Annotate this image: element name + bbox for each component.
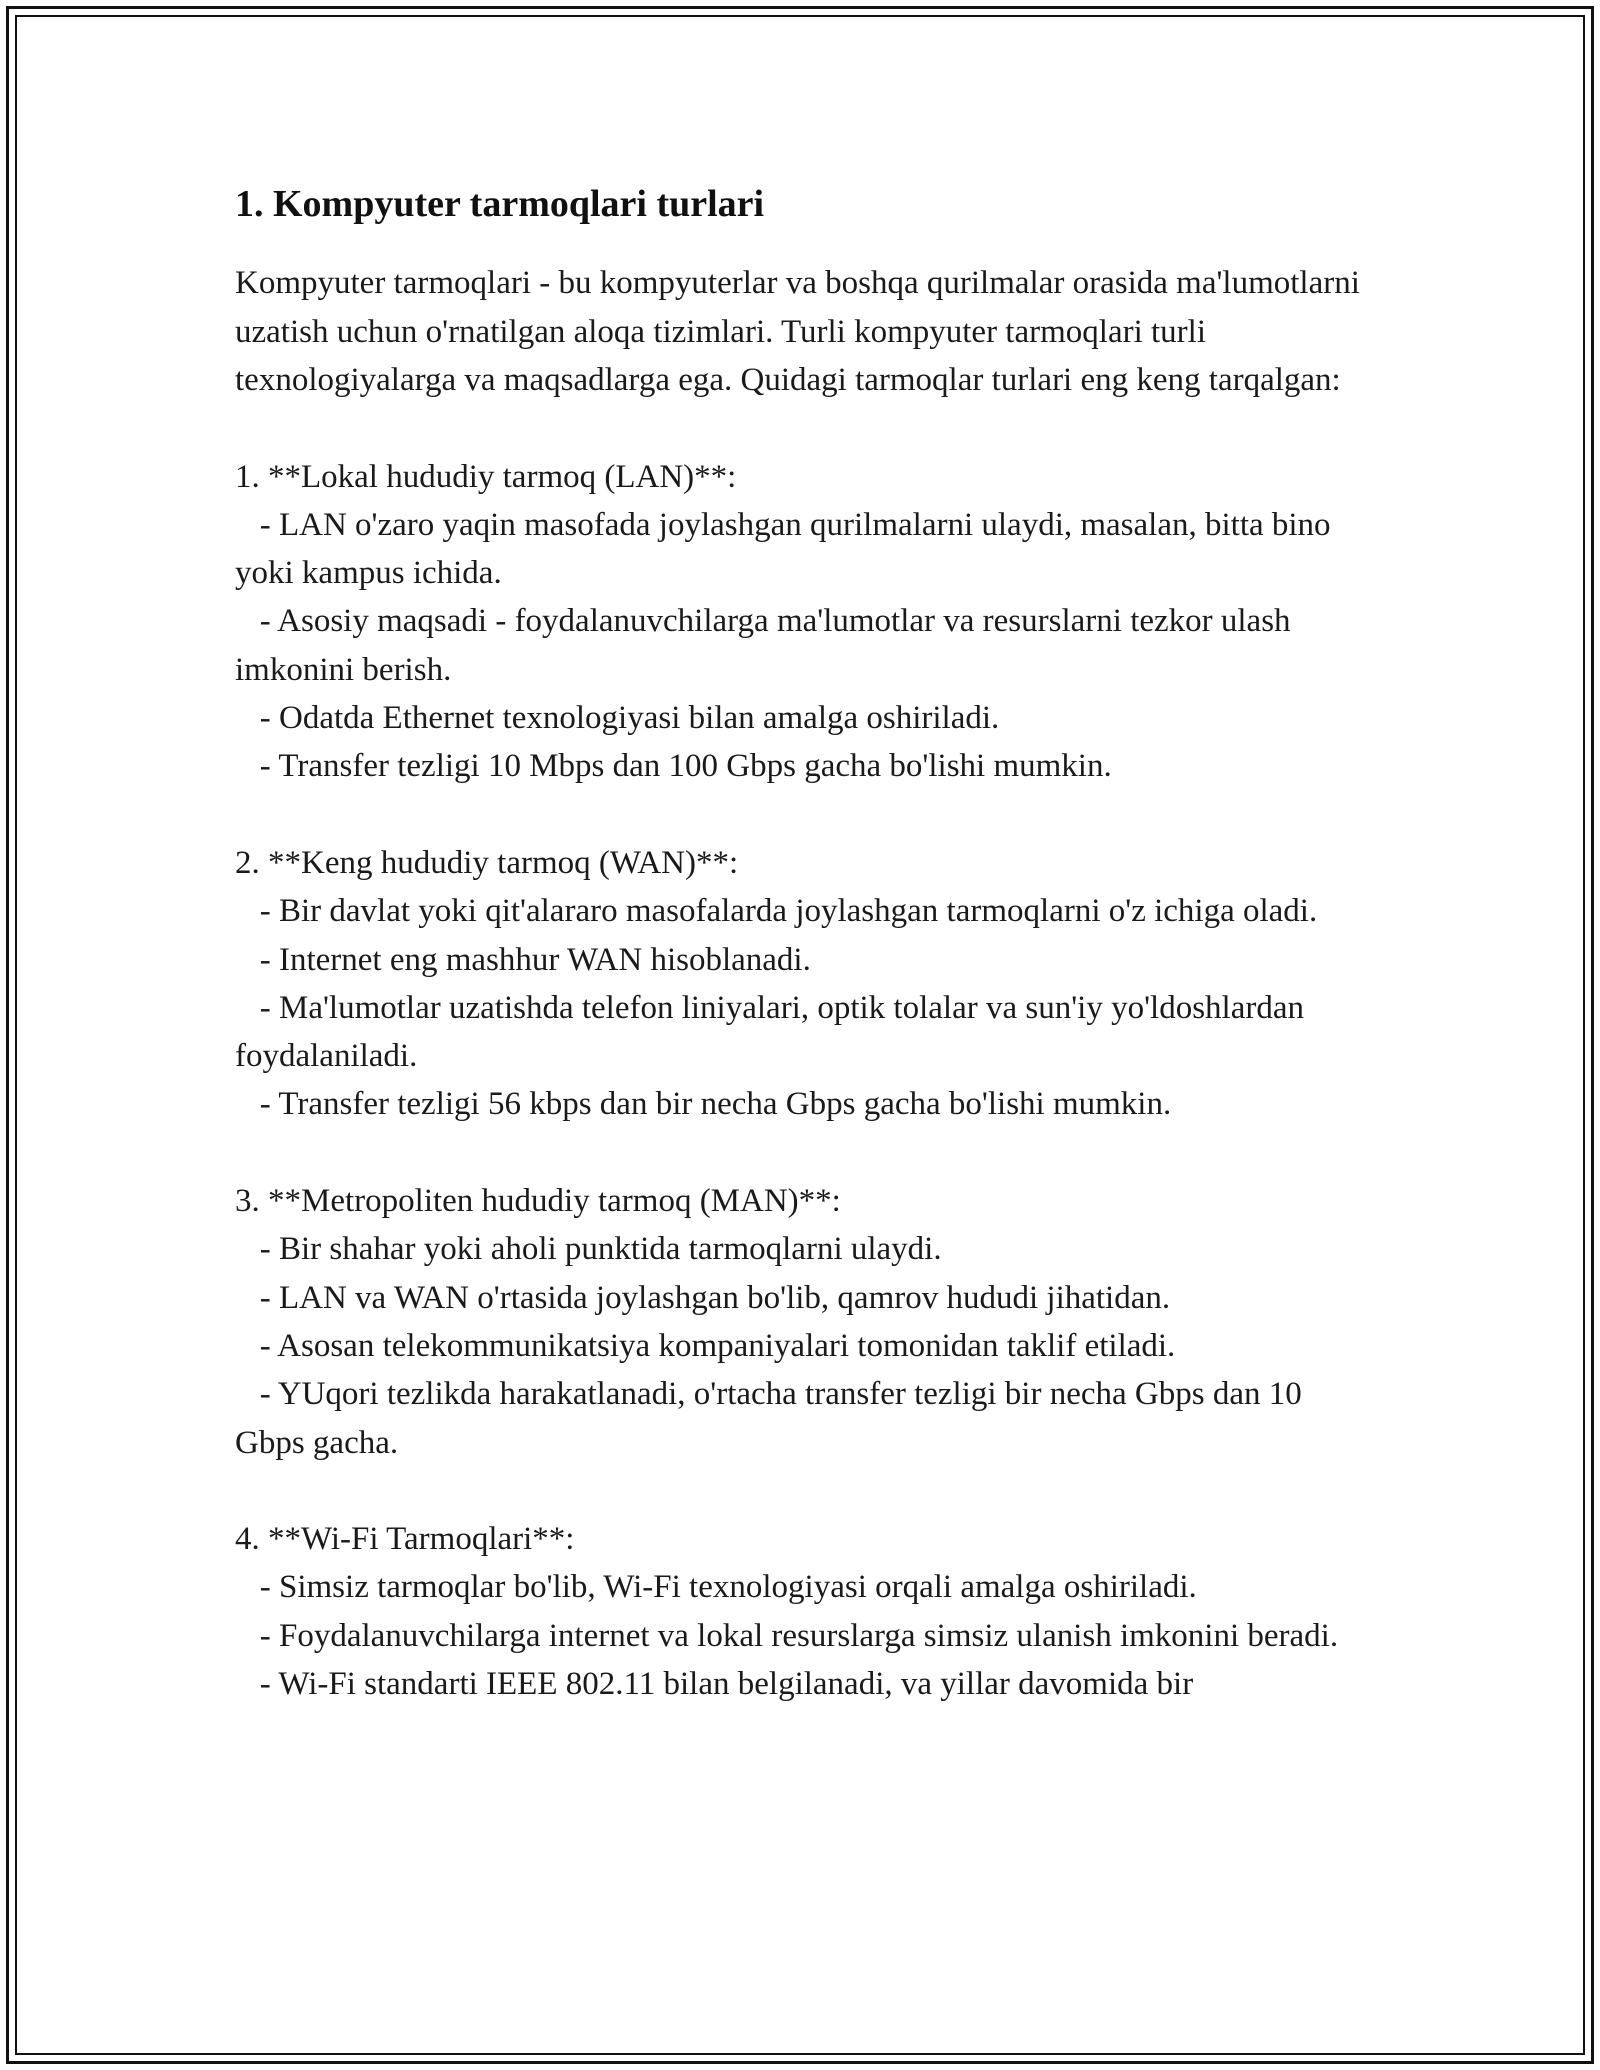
section-heading: 3. **Metropoliten hududiy tarmoq (MAN)**: <box>235 1183 841 1220</box>
list-item: - Ma'lumotlar uzatishda telefon liniyalari, optik tolalar va sun'iy yo'ldoshlardan foydalaniladi. <box>235 989 1313 1075</box>
list-item: - LAN va WAN o'rtasida joylashgan bo'lib, qamrov hududi jihatidan. <box>235 1279 1171 1316</box>
section-wan <box>235 839 1375 1129</box>
list-item: - Transfer tezligi 10 Mbps dan 100 Gbps gacha bo'lishi mumkin. <box>235 748 1112 785</box>
list-item: - Asosiy maqsadi - foydalanuvchilarga ma'lumotlar va resurslarni tezkor ulash imkonini berish. <box>235 603 1299 688</box>
document-body <box>235 180 1375 1708</box>
list-item: - Simsiz tarmoqlar bo'lib, Wi-Fi texnologiyasi orqali amalga oshiriladi. <box>235 1569 1197 1606</box>
section-lan <box>235 453 1375 791</box>
section-wifi <box>235 1515 1375 1708</box>
section-heading: 1. **Lokal hududiy tarmoq (LAN)**: <box>235 458 737 495</box>
list-item: - Internet eng mashhur WAN hisoblanadi. <box>235 941 811 978</box>
list-item: - Bir davlat yoki qit'alararo masofalarda joylashgan tarmoqlarni o'z ichiga oladi. <box>235 893 1318 930</box>
list-item: - Wi-Fi standarti IEEE 802.11 bilan belgilanadi, va yillar davomida bir <box>235 1666 1194 1702</box>
section-heading: 4. **Wi-Fi Tarmoqlari**: <box>235 1521 575 1558</box>
list-item: - YUqori tezlikda harakatlanadi, o'rtacha transfer tezligi bir necha Gbps dan 10 Gbps gacha. <box>235 1376 1310 1461</box>
document-title: 1. Kompyuter tarmoqlari turlari <box>235 183 765 225</box>
list-item: - Transfer tezligi 56 kbps dan bir necha Gbps gacha bo'lishi mumkin. <box>235 1086 1172 1123</box>
section-heading: 2. **Keng hududiy tarmoq (WAN)**: <box>235 844 739 881</box>
section-man <box>235 1177 1375 1467</box>
list-item: - LAN o'zaro yaqin masofada joylashgan qurilmalarni ulaydi, masalan, bitta bino yoki kampus ichida. <box>235 506 1339 592</box>
list-item: - Asosan telekommunikatsiya kompaniyalari tomonidan taklif etiladi. <box>235 1327 1176 1364</box>
list-item: - Odatda Ethernet texnologiyasi bilan amalga oshiriladi. <box>235 700 1000 737</box>
intro-paragraph: Kompyuter tarmoqlari - bu kompyuterlar va boshqa qurilmalar orasida ma'lumotlarni uzatish uchun o'rnatilgan aloqa tizimlari. Turli kompyuter tarmoqlari turli texnologiyalarga va maqsadlarga ega. Quidagi tarmoqlar turlari eng keng tarqalgan: <box>235 265 1360 398</box>
list-item: - Foydalanuvchilarga internet va lokal resurslarga simsiz ulanish imkonini beradi. <box>235 1617 1339 1654</box>
list-item: - Bir shahar yoki aholi punktida tarmoqlarni ulaydi. <box>235 1231 942 1268</box>
